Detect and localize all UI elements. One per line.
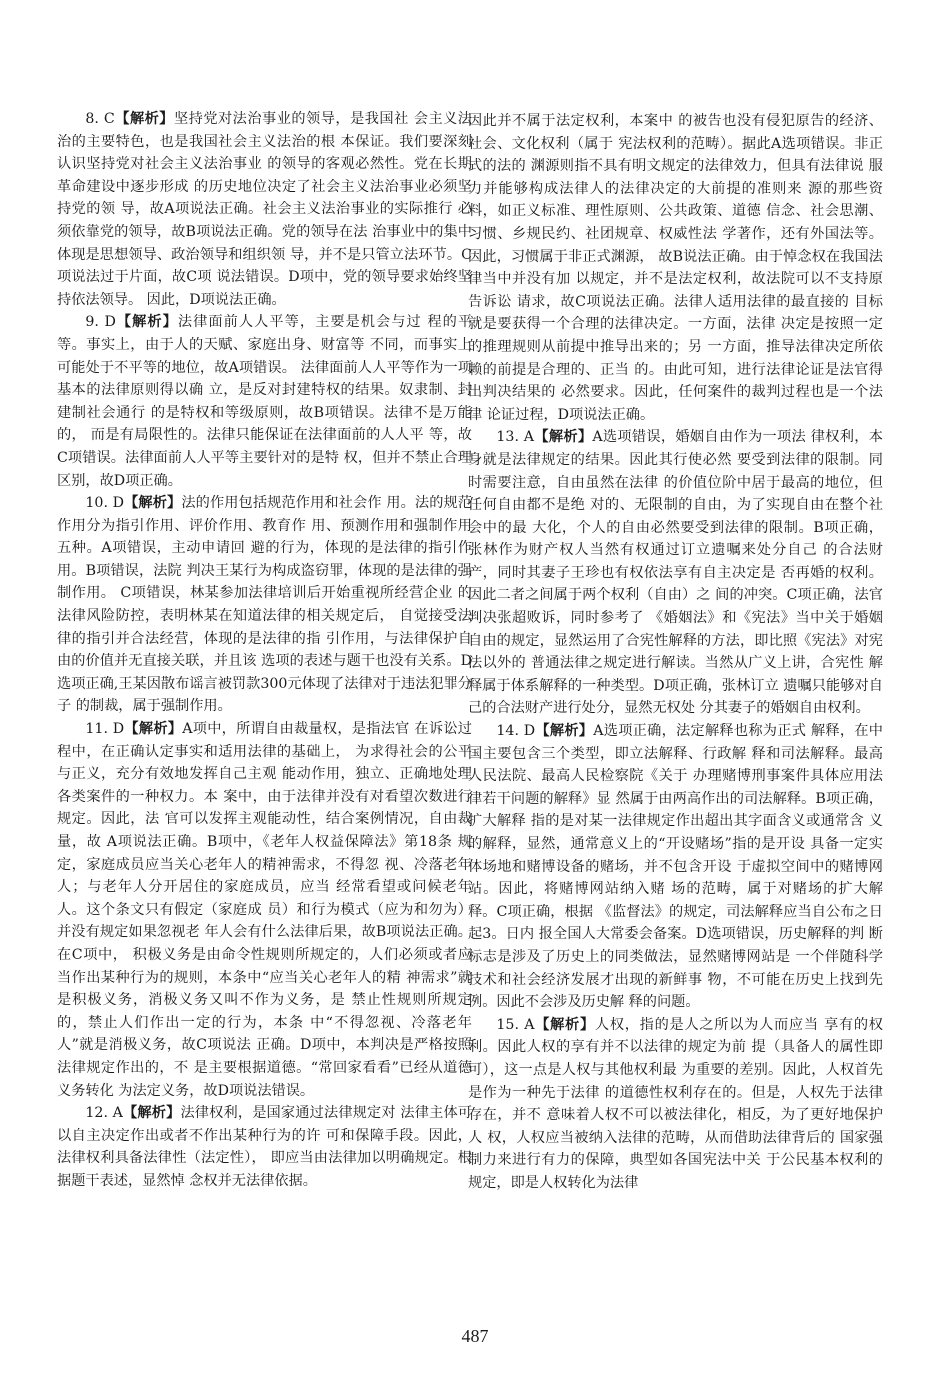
answer-text: 人权，指的是人之所以为人而应当 享有的权利。因此人权的享有并不以法律的规定为前 提（具备人的属性即可），这一点是人权与其他权利最 为重要的差别。因此，人权首先是作为一种先于法律 的道德性权利存在的。但是，人权先于法律存在，并不 意味着人权不可以被法律化，相反，为了更好地保护人 权，人权应当被纳入法律的范畴，从而借助法律背后的 国家强制力来进行有力的保障，典型如各国宪法中关 于公民基本权利的规定，即是人权转化为法律 [468, 1016, 883, 1191]
answer-text: 法的作用包括规范作用和社会作 用。法的规范作用分为指引作用、评价作用、教育作 用、预测作用和强制作用五种。A项错误，主动申请回 避的行为，体现的是法律的指引作用。B项错误，法院 判决王某行为构成盗窃罪，体现的是法律的强制作用。 C项错误，林某参加法律培训后开始重视所经营企业 的法律风险防控，表明林某在知道法律的相关规定后， 自觉接受法律的指引并合法经营，体现的是法律的指 引作用，与法律保护自由的价值并无直接关联，并且该 选项的表述与题干也没有关系。D选项正确,王某因散布谣言被罚款300元体现了法律对于违法犯罪分子 的制裁，属于强制作用。 [57, 495, 472, 715]
answer-paragraph-12 [57, 1102, 472, 1192]
answer-paragraph-15 [468, 1014, 883, 1195]
analysis-tag: 【解析】 [115, 314, 178, 331]
answer-number: 14. D [496, 723, 536, 740]
answer-paragraph-10 [57, 492, 472, 718]
answer-number: 8. C [85, 111, 115, 127]
page-number: 487 [461, 1326, 489, 1346]
answer-paragraph-14 [468, 720, 883, 1014]
answer-number: 10. D [85, 495, 124, 512]
answer-number: 12. A [85, 1105, 123, 1122]
analysis-tag: 【解析】 [122, 1105, 181, 1122]
answer-paragraph-8 [57, 108, 472, 311]
answer-paragraph-13 [468, 426, 883, 720]
left-column [57, 108, 472, 1193]
analysis-tag: 【解析】 [534, 1016, 595, 1033]
answer-number: 9. D [85, 314, 116, 331]
answer-text: A项中，所谓自由裁量权，是指法官 在诉讼过程中，在正确认定事实和适用法律的基础上， 为求得社会的公平与正义，充分有效地发挥自己主观 能动作用，独立、正确地处理各类案件的一种权力。本 案中，由于法律并没有对看望次数进行规定。因此，法 官可以发挥主观能动性，结合案例情况，自由裁量，故 A项说法正确。B项中，《老年人权益保障法》第18条 规定，家庭成员应当关心老年人的精神需求，不得忽 视、冷落老年人；与老年人分开居住的家庭成员，应当 经常看望或问候老年人。这个条文只有假定（家庭成 员）和行为模式（应为和勿为）并没有规定如果忽视老 年人会有什么法律后果，故B项说法正确。在C项中， 积极义务是由命令性规则所规定的，人们必须或者应 当作出某种行为的规则，本条中“应当关心老年人的精 神需求”就是积极义务，消极义务又叫不作为义务，是 禁止性规则所规定的，禁止人们作出一定的行为，本条 中“不得忽视、冷落老年人”就是消极义务，故C项说法 正确。D项中，本判决是严格按照法律规定作出的，不 是主要根据道德。“常回家看看”已经从道德义务转化 为法定义务，故D项说法错误。 [57, 721, 472, 1099]
analysis-tag: 【解析】 [114, 111, 174, 127]
answer-text: 法律权利，是国家通过法律规定对 法律主体可以自主决定作出或者不作出某种行为的许 可和保障手段。因此，法律权利具备法律性（法定性）， 即应当由法律加以明确规定。根据题干表述，显然悼 念权并无法律依据。 [57, 1105, 472, 1189]
analysis-tag: 【解析】 [534, 429, 593, 446]
answer-paragraph-12-continued [468, 110, 883, 426]
answer-text: A选项错误，婚姻自由作为一项法 律权利，本身就是法律规定的结果。因此其行使必然 要受到法律的限制。同时需要注意，自由虽然在法律 的价值位阶中居于最高的地位，但任何自由都不是绝 对的、无限制的自由，为了实现自由在整个社会中的最 大化，个人的自由必然要受到法律的限制。B项正确， 张林作为财产权人当然有权通过订立遗嘱来处分自己 的合法财产，同时其妻子王珍也有权依法享有自主决定是 否再婚的权利。因此二者之间属于两个权利（自由）之 间的冲突。C项正确，法官判决张超败诉，同时参考了 《婚姻法》和《宪法》当中关于婚姻自由的规定，显然运用了合宪性解释的方法，即比照《宪法》对宪法以外的 普通法律之规定进行解读。当然从广义上讲，合宪性 解释属于体系解释的一种类型。D项正确，张林订立 遗嘱只能够对自己的合法财产进行处分，显然无权处 分其妻子的婚姻自由权利。 [468, 429, 883, 717]
answer-text: A选项正确，法定解释也称为正式 解释，在中国主要包含三个类型，即立法解释、行政解 释和司法解释。最高人民法院、最高人民检察院《关于 办理赌博刑事案件具体应用法律若干问题的解释》显 然属于由两高作出的司法解释。B项正确，扩大解释 指的是对某一法律规定作出超出其字面含义或通常含 义的解释，显然，通常意义上的“开设赌场”指的是开设 具备一定实体场地和赌博设备的赌场，并不包含开设 于虚拟空间中的赌博网站。因此，将赌博网站纳入赌 场的范畴，属于对赌场的扩大解释。C项正确，根据 《监督法》的规定，司法解释应当自公布之日起3。日内 报全国人大常委会备案。D选项错误，历史解释的判 断标志是涉及了历史上的同类做法，显然赌博网站是 一个伴随科学技术和社会经济发展才出现的新鲜事 物，不可能在历史上找到先例。因此不会涉及历史解 释的问题。 [468, 723, 883, 1011]
answer-number: 15. A [496, 1016, 535, 1033]
right-column [468, 110, 883, 1195]
answer-text: 因此并不属于法定权利，本案中 的被告也没有侵犯原告的经济、社会、文化权利（属于 宪法权利的范畴）。据此A选项错误。非正式的法的 渊源则指不具有明文规定的法律效力，但具有法律说 服力并能够构成法律人的法律决定的大前提的准则来 源的那些资料，如正义标准、理性原则、公共政策、道德 信念、社会思潮、习惯、乡规民约、社团规章、权威性法 学著作，还有外国法等。因此，习惯属于非正式渊源， 故B说法正确。由于悼念权在我国法律当中并没有加 以规定，并不是法定权利，故法院可以不支持原告诉讼 请求，故C项说法正确。法律人适用法律的最直接的 目标就是要获得一个合理的法律决定。一方面，法律 决定是按照一定的推理规则从前提中推导出来的；另 一方面，推导法律决定所依赖的前提是合理的、正当 的。由此可知，进行法律论证是法官得出判决结果的 必然要求。因此，任何案件的裁判过程也是一个法律 论证过程，D项说法正确。 [468, 113, 883, 423]
analysis-tag: 【解析】 [535, 723, 594, 740]
answer-paragraph-11 [57, 718, 472, 1102]
answer-text: 法律面前人人平等，主要是机会与过 程的平等。事实上，由于人的天赋、家庭出身、财富等 不同，而事实上可能处于不平等的地位，故A项错误。 法律面前人人平等作为一项基本的法律原则得以确 立，是反对封建特权的结果。奴隶制、封建制社会通行 的是特权和等级原则，故B项错误。法律不是万能的， 而是有局限性的。法律只能保证在法律面前的人人平 等，故C项错误。法律面前人人平等主要针对的是特 权，但并不禁止合理区别，故D项正确。 [57, 314, 473, 489]
answer-number: 13. A [496, 429, 535, 446]
answer-paragraph-9 [57, 311, 472, 492]
analysis-tag: 【解析】 [123, 495, 182, 512]
answer-text: 坚持党对法治事业的领导，是我国社 会主义法治的主要特色，也是我国社会主义法治的根 本保证。我们要深刻认识坚持党对社会主义法治事业 的领导的客观必然性。党在长期革命建设中逐步形成 的历史地位决定了社会主义法治事业必须坚持党的领 导，故A项说法正确。社会主义法治事业的实际推行 必须依靠党的领导，故B项说法正确。党的领导在法 治事业中的集中体现是思想领导、政治领导和组织领 导，并不是只管立法环节。C项说法过于片面，故C项 说法错误。D项中，党的领导要求始终坚持依法领导。 因此，D项说法正确。 [57, 111, 472, 308]
analysis-tag: 【解析】 [124, 721, 183, 738]
answer-number: 11. D [85, 721, 125, 738]
